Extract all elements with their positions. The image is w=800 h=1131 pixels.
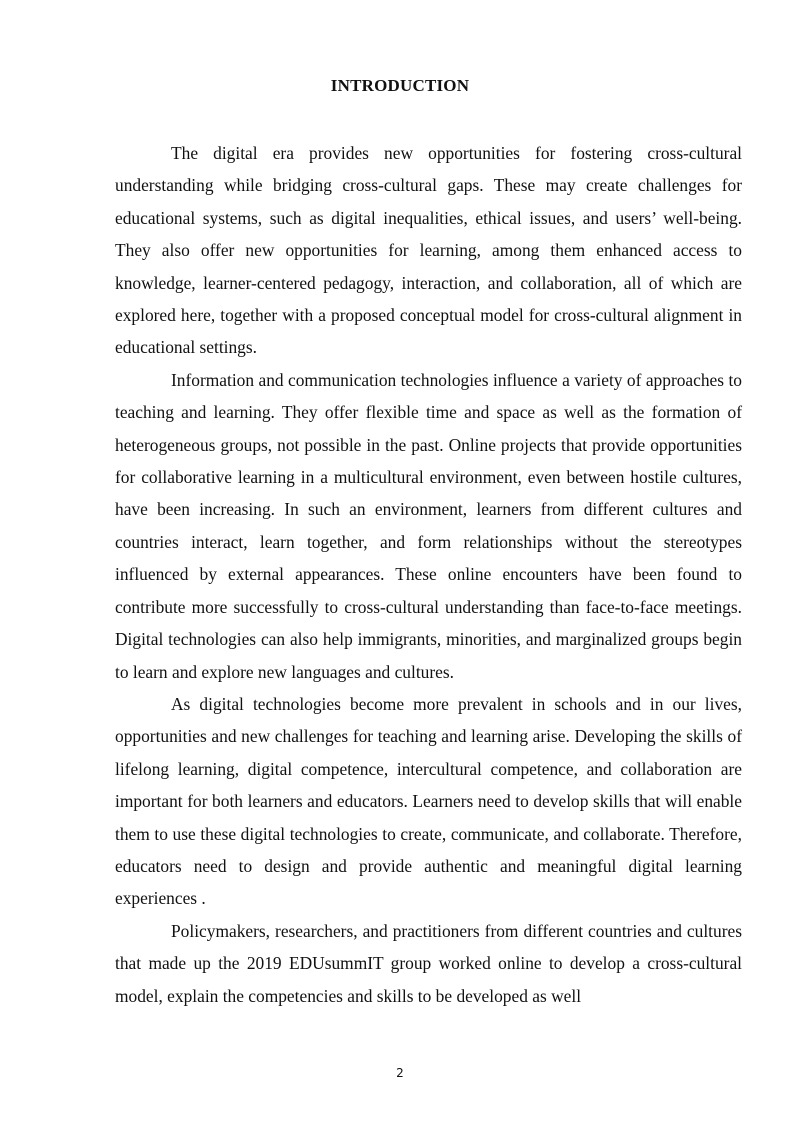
paragraph-2: Information and communication technologies influence a variety of approaches to teaching and learning. They offer flexible time and space as well as the formation of heterogeneous groups, not possible in the past. Online projects that provide opportunities for collaborative learning in a multicultural environment, even between hostile cultures, have been increasing. In such an environment, learners from different cultures and countries interact, learn together, and form relationships without the stereotypes influenced by external appearances. These online encounters have been found to contribute more successfully to cross-cultural understanding than face-to-face meetings. Digital technologies can also help immigrants, minorities, and marginalized groups begin to learn and explore new languages and cultures. [115, 369, 742, 682]
paragraph-3: As digital technologies become more prevalent in schools and in our lives, opportunities and new challenges for teaching and learning arise. Developing the skills of lifelong learning, digital competence, intercultural competence, and collaboration are important for both learners and educators. Learners need to develop skills that will enable them to use these digital technologies to create, communicate, and collaborate. Therefore, educators need to design and provide authentic and meaningful digital learning experiences . [115, 693, 742, 909]
section-heading: INTRODUCTION [330, 76, 470, 95]
page-number: 2 [396, 1066, 404, 1080]
paragraph-1: The digital era provides new opportunities for fostering cross-cultural understanding while bridging cross-cultural gaps. These may create challenges for educational systems, such as digital inequalities, ethical issues, and users’ well-being. They also offer new opportunities for learning, among them enhanced access to knowledge, learner-centered pedagogy, interaction, and collaboration, all of which are explored here, together with a proposed conceptual model for cross-cultural alignment in educational settings. [115, 143, 742, 358]
paragraph-4: Policymakers, researchers, and practitioners from different countries and cultures that made up the 2019 EDUsummIT group worked online to develop a cross-cultural model, explain the competencies and skills to be developed as well [115, 920, 742, 1006]
body-text [115, 137, 742, 1012]
